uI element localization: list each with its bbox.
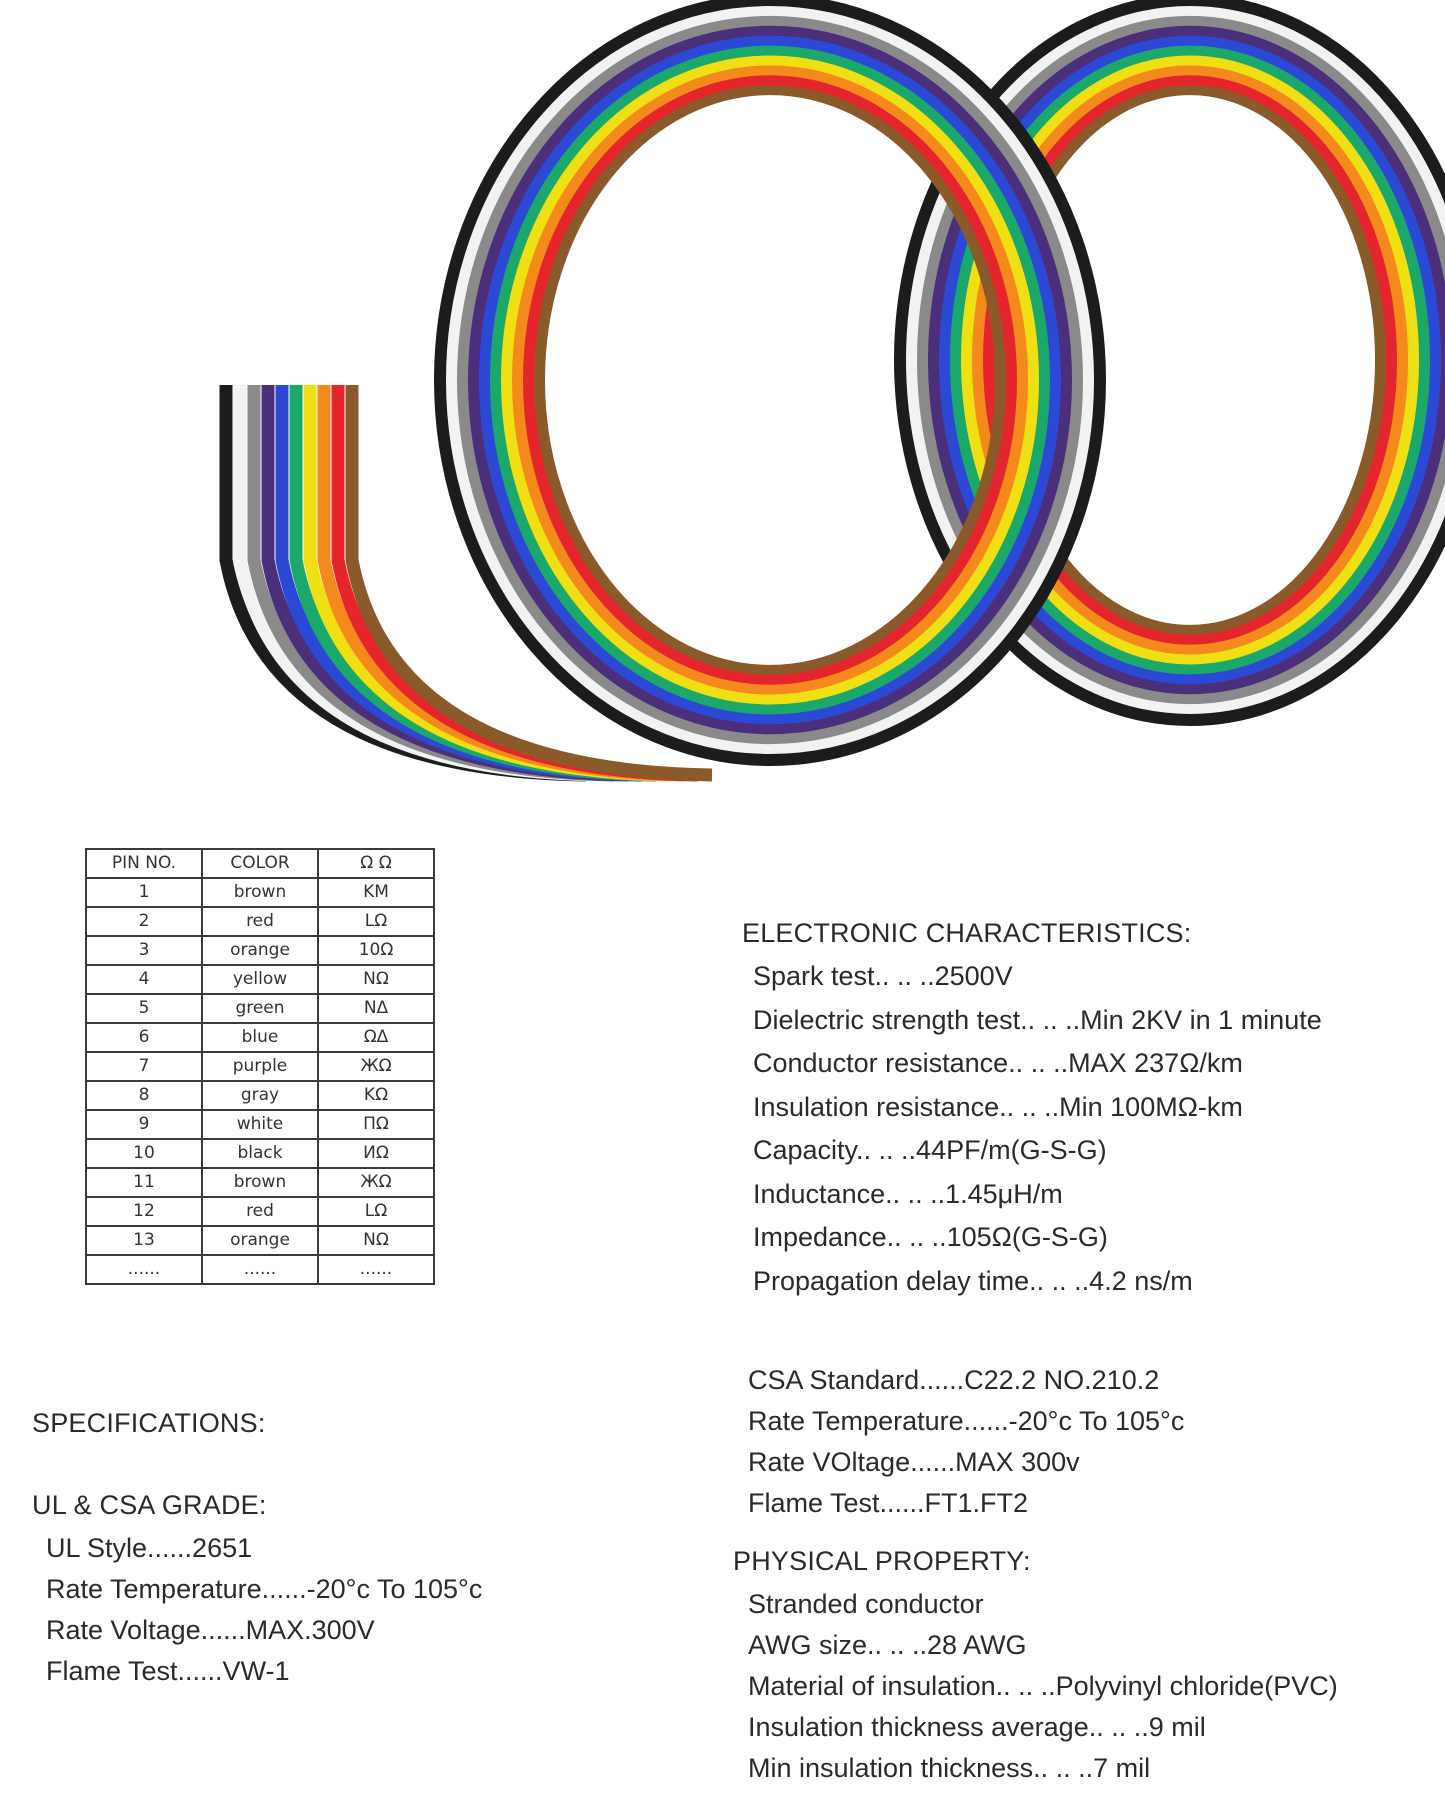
characteristic-line: Conductor resistance.. .. ..MAX 237Ω/km xyxy=(753,1048,1243,1078)
pin-number-cell: 13 xyxy=(86,1226,202,1255)
pin-number-cell: 5 xyxy=(86,994,202,1023)
characteristic-line: Insulation resistance.. .. ..Min 100MΩ-km xyxy=(753,1091,1243,1122)
table-row xyxy=(86,1226,434,1255)
spec-line: Rate Voltage......MAX.300V xyxy=(46,1615,375,1645)
pin-number-cell: 6 xyxy=(86,1023,202,1052)
table-row xyxy=(86,907,434,936)
symbol-cell: NΔ xyxy=(318,994,434,1023)
color-cell: ...... xyxy=(202,1255,318,1284)
spec-line: Flame Test......VW-1 xyxy=(46,1656,290,1686)
color-cell: orange xyxy=(202,1226,318,1255)
color-cell: gray xyxy=(202,1081,318,1110)
spec-line: CSA Standard......C22.2 NO.210.2 xyxy=(748,1365,1160,1395)
characteristic-line: Spark test.. .. ..2500V xyxy=(753,961,1013,991)
symbol-cell: ЖΩ xyxy=(318,1168,434,1197)
header-symbol: Ω Ω xyxy=(318,849,434,878)
characteristic-line: Capacity.. .. ..44PF/m(G-S-G) xyxy=(753,1135,1107,1165)
color-cell: black xyxy=(202,1139,318,1168)
table-row xyxy=(86,1081,434,1110)
ul-csa-spec-list xyxy=(46,1528,482,1692)
color-cell: yellow xyxy=(202,965,318,994)
pin-number-cell: 8 xyxy=(86,1081,202,1110)
symbol-cell: LΩ xyxy=(318,907,434,936)
color-cell: purple xyxy=(202,1052,318,1081)
header-color: COLOR xyxy=(202,849,318,878)
spec-line: Rate Temperature......-20°c To 105°c xyxy=(46,1574,483,1604)
symbol-cell: LΩ xyxy=(318,1197,434,1226)
color-cell: blue xyxy=(202,1023,318,1052)
rainbow-ribbon-cable-image xyxy=(0,0,1445,830)
table-row xyxy=(86,1168,434,1197)
pin-color-table xyxy=(85,848,435,1285)
color-cell: white xyxy=(202,1110,318,1139)
table-row xyxy=(86,1139,434,1168)
physical-property-heading: PHYSICAL PROPERTY: xyxy=(733,1546,1031,1576)
color-cell: brown xyxy=(202,878,318,907)
specifications-heading: SPECIFICATIONS: xyxy=(32,1408,266,1438)
electronic-characteristics-heading: ELECTRONIC CHARACTERISTICS: xyxy=(742,918,1192,948)
electronic-characteristics-list xyxy=(753,955,1322,1303)
front-cable-coil xyxy=(440,0,1100,760)
table-row xyxy=(86,1110,434,1139)
pin-number-cell: ...... xyxy=(86,1255,202,1284)
table-row xyxy=(86,994,434,1023)
table-row xyxy=(86,1255,434,1284)
symbol-cell: 10Ω xyxy=(318,936,434,965)
table-row xyxy=(86,1052,434,1081)
characteristic-line: Impedance.. .. ..105Ω(G-S-G) xyxy=(753,1222,1108,1252)
csa-standard-list xyxy=(748,1360,1184,1524)
symbol-cell: KM xyxy=(318,878,434,907)
pin-number-cell: 3 xyxy=(86,936,202,965)
symbol-cell: NΩ xyxy=(318,965,434,994)
symbol-cell: ИΩ xyxy=(318,1139,434,1168)
symbol-cell: KΩ xyxy=(318,1081,434,1110)
spec-line: UL Style......2651 xyxy=(46,1533,253,1563)
color-cell: green xyxy=(202,994,318,1023)
property-line: Material of insulation.. .. ..Polyvinyl chloride(PVC) xyxy=(748,1671,1338,1701)
pin-number-cell: 1 xyxy=(86,878,202,907)
color-cell: red xyxy=(202,907,318,936)
pin-number-cell: 10 xyxy=(86,1139,202,1168)
spec-line: Flame Test......FT1.FT2 xyxy=(748,1488,1029,1518)
table-row xyxy=(86,936,434,965)
table-row xyxy=(86,1197,434,1226)
characteristic-line: Dielectric strength test.. .. ..Min 2KV in 1 minute xyxy=(753,1004,1322,1035)
physical-property-list xyxy=(748,1584,1338,1789)
symbol-cell: ΩΔ xyxy=(318,1023,434,1052)
pin-number-cell: 12 xyxy=(86,1197,202,1226)
characteristic-line: Inductance.. .. ..1.45μH/m xyxy=(753,1178,1063,1209)
pin-number-cell: 2 xyxy=(86,907,202,936)
pin-number-cell: 9 xyxy=(86,1110,202,1139)
table-row xyxy=(86,1023,434,1052)
property-line: Min insulation thickness.. .. ..7 mil xyxy=(748,1753,1151,1783)
color-cell: orange xyxy=(202,936,318,965)
symbol-cell: NΩ xyxy=(318,1226,434,1255)
symbol-cell: ...... xyxy=(318,1255,434,1284)
symbol-cell: ЖΩ xyxy=(318,1052,434,1081)
color-cell: red xyxy=(202,1197,318,1226)
table-row xyxy=(86,965,434,994)
header-pin-no: PIN NO. xyxy=(86,849,202,878)
table-row xyxy=(86,878,434,907)
pin-number-cell: 7 xyxy=(86,1052,202,1081)
spec-line: Rate Temperature......-20°c To 105°c xyxy=(748,1406,1185,1436)
characteristic-line: Propagation delay time.. .. ..4.2 ns/m xyxy=(753,1265,1193,1296)
pin-number-cell: 4 xyxy=(86,965,202,994)
symbol-cell: ΠΩ xyxy=(318,1110,434,1139)
property-line: Stranded conductor xyxy=(748,1589,984,1619)
table-header-row xyxy=(86,849,434,878)
property-line: Insulation thickness average.. .. ..9 mil xyxy=(748,1712,1206,1742)
ul-csa-grade-heading: UL & CSA GRADE: xyxy=(32,1490,267,1520)
spec-line: Rate VOltage......MAX 300v xyxy=(748,1447,1080,1477)
property-line: AWG size.. .. ..28 AWG xyxy=(748,1630,1027,1660)
color-cell: brown xyxy=(202,1168,318,1197)
pin-number-cell: 11 xyxy=(86,1168,202,1197)
